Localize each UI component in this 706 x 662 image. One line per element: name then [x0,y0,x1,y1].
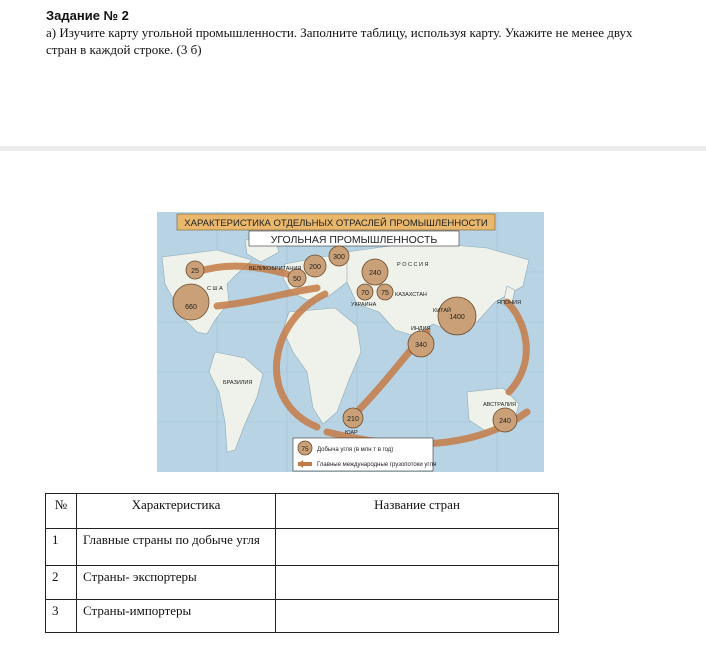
value-0: 25 [191,268,199,275]
task-title: Задание № 2 [46,8,129,23]
header-characteristic: Характеристика [77,494,276,529]
value-3: 300 [333,254,345,261]
label-uk: ВЕЛИКОБРИТАНИЯ [249,266,302,272]
row-characteristic: Страны-импортеры [77,600,276,633]
coal-industry-map [157,212,544,472]
row-number: 3 [46,600,77,633]
header-countries: Название стран [276,494,559,529]
row-characteristic: Главные страны по добыче угля [77,529,276,566]
label-china: КИТАЙ [433,308,451,314]
row-countries-input[interactable] [276,529,559,566]
value-1: 660 [185,304,197,311]
map-legend [293,438,436,471]
label-brazil: БРАЗИЛИЯ [223,380,253,386]
row-number: 2 [46,566,77,600]
task-text: а) Изучите карту угольной промышленности. Заполните таблицу, используя карту. Укажите не менее двух стран в каждой строке. (3 б) [46,25,633,57]
header-number: № [46,494,77,529]
row-countries-input[interactable] [276,600,559,633]
label-kazakhstan: КАЗАХСТАН [395,292,427,298]
value-8: 1400 [449,314,465,321]
label-russia: Р О С С И Я [397,262,429,268]
label-ukraine: УКРАИНА [351,302,377,308]
label-south-africa: ЮАР [345,430,358,436]
circle-usa [173,284,209,320]
legend-sample-value: 75 [301,446,309,453]
value-6: 70 [361,290,369,297]
map-header: ХАРАКТЕРИСТИКА ОТДЕЛЬНЫХ ОТРАСЛЕЙ ПРОМЫШЛЕННОСТИ [184,218,488,229]
value-11: 210 [347,416,359,423]
label-australia: АВСТРАЛИЯ [483,402,516,408]
table-row [46,566,559,600]
label-japan: ЯПОНИЯ [497,300,522,306]
value-9: 340 [415,342,427,349]
legend-item-flows: Главные международные грузопотоки угля [317,462,437,468]
table-header-row [46,494,559,529]
label-india: ИНДИЯ [411,326,431,332]
row-characteristic: Страны- экспортеры [77,566,276,600]
value-4: 240 [369,270,381,277]
map-subheader: УГОЛЬНАЯ ПРОМЫШЛЕННОСТЬ [270,234,438,246]
row-countries-input[interactable] [276,566,559,600]
value-7: 75 [381,290,389,297]
label-usa: С Ш А [207,286,223,292]
legend-item-production: Добыча угля (в млн т в год) [317,447,394,453]
table-row [46,600,559,633]
value-5: 50 [293,276,301,283]
value-10: 240 [499,418,511,425]
answer-table [45,493,559,633]
row-number: 1 [46,529,77,566]
table-row [46,529,559,566]
divider [0,146,706,151]
value-2: 200 [309,264,321,271]
